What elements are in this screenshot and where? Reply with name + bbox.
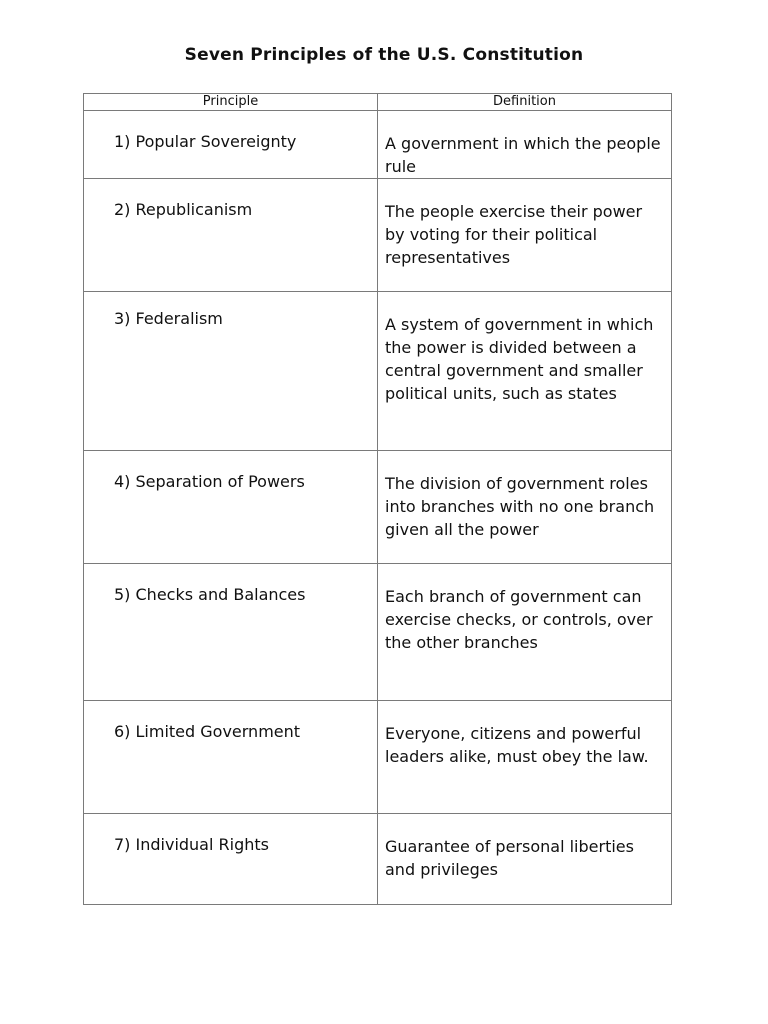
table-row bbox=[84, 292, 672, 451]
document-title: Seven Principles of the U.S. Constitution bbox=[184, 45, 584, 65]
definition-cell bbox=[378, 814, 672, 905]
principle-definition: Everyone, citizens and powerful leaders alike, must obey the law. bbox=[385, 724, 649, 766]
table-header-row bbox=[84, 94, 672, 111]
table-row bbox=[84, 814, 672, 905]
principle-cell bbox=[84, 701, 378, 814]
table-row bbox=[84, 179, 672, 292]
definition-cell bbox=[378, 111, 672, 179]
table-row bbox=[84, 701, 672, 814]
principle-name: 7) Individual Rights bbox=[114, 835, 269, 854]
principle-cell bbox=[84, 292, 378, 451]
principle-cell bbox=[84, 111, 378, 179]
table-row bbox=[84, 564, 672, 701]
definition-cell bbox=[378, 292, 672, 451]
principle-name: 1) Popular Sovereignty bbox=[114, 132, 297, 151]
column-header-principle: Principle bbox=[84, 94, 378, 111]
principle-definition: The division of government roles into branches with no one branch given all the power bbox=[385, 474, 655, 539]
principle-definition: Each branch of government can exercise checks, or controls, over the other branches bbox=[385, 587, 653, 652]
principle-name: 6) Limited Government bbox=[114, 722, 301, 741]
principle-definition: The people exercise their power by voting for their political representatives bbox=[385, 202, 643, 267]
principle-definition: A government in which the people rule bbox=[385, 134, 661, 176]
principle-definition: A system of government in which the power is divided between a central government and smaller political units, such as states bbox=[385, 315, 654, 403]
definition-cell bbox=[378, 701, 672, 814]
principle-cell bbox=[84, 564, 378, 701]
definition-cell bbox=[378, 451, 672, 564]
definition-cell bbox=[378, 564, 672, 701]
principle-name: 2) Republicanism bbox=[114, 200, 253, 219]
table-row bbox=[84, 451, 672, 564]
definition-cell bbox=[378, 179, 672, 292]
principle-name: 4) Separation of Powers bbox=[114, 472, 305, 491]
principle-definition: Guarantee of personal liberties and privileges bbox=[385, 837, 634, 879]
principle-cell bbox=[84, 814, 378, 905]
column-header-definition: Definition bbox=[378, 94, 672, 111]
principle-name: 3) Federalism bbox=[114, 309, 223, 328]
principle-cell bbox=[84, 179, 378, 292]
principles-table bbox=[83, 93, 672, 905]
principle-cell bbox=[84, 451, 378, 564]
table-row bbox=[84, 111, 672, 179]
principle-name: 5) Checks and Balances bbox=[114, 585, 306, 604]
